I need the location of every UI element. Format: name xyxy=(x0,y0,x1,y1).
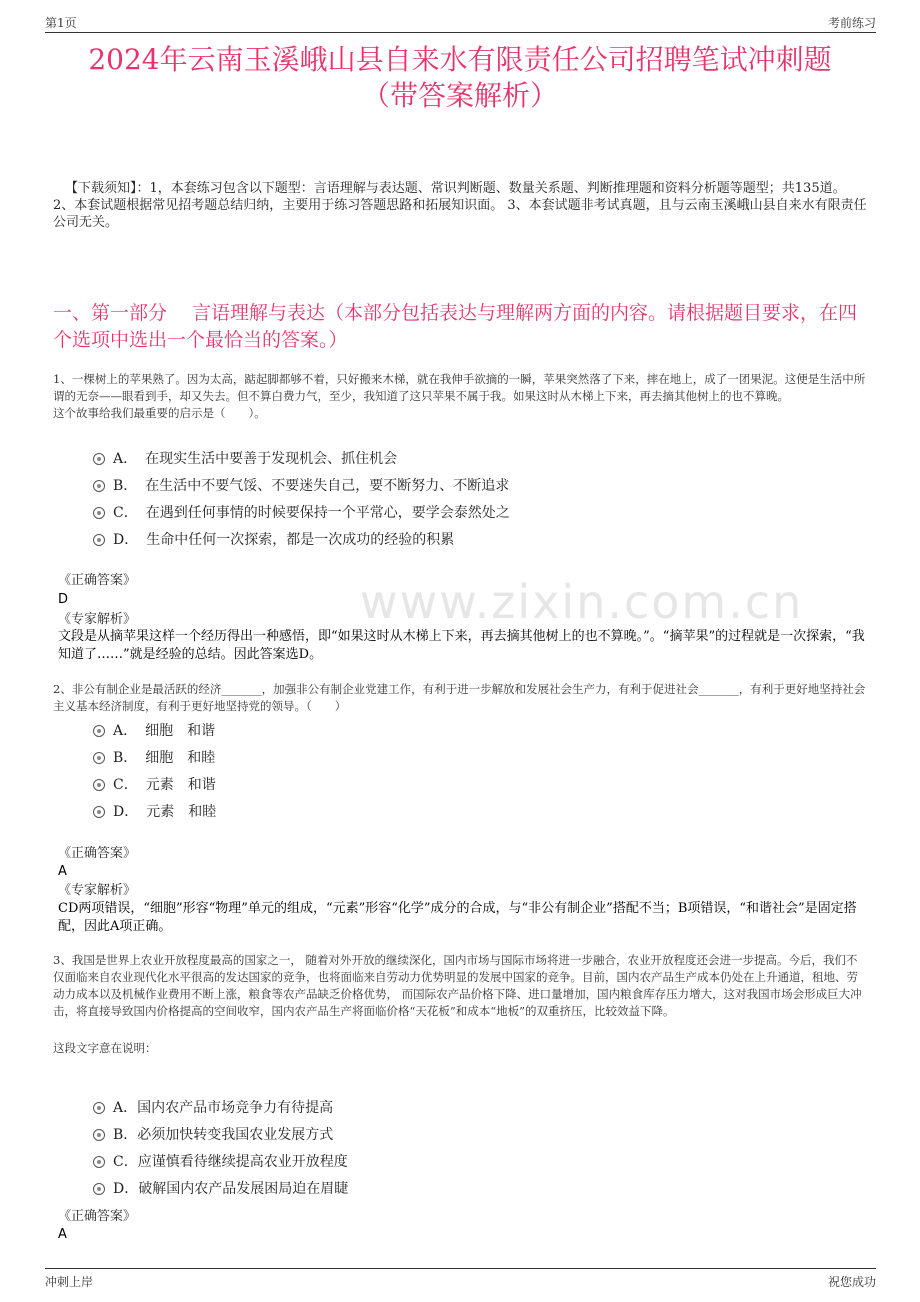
question-3 xyxy=(53,952,868,1242)
question-2 xyxy=(53,681,868,934)
page-footer xyxy=(45,1268,876,1293)
footer-right-text: 祝您成功 xyxy=(827,1275,876,1289)
option-c[interactable]: C． 在遇到任何事情的时候要保持一个平常心，要学会泰然处之 xyxy=(93,503,510,523)
option-b[interactable]: B．必须加快转变我国农业发展方式 xyxy=(93,1125,333,1145)
question-text: 3、我国是世界上农业开放程度最高的国家之一， 随着对外开放的继续深化，国内市场与国际市场将进一步融合，农业开放程度还会进一步提高。今后，我们不仅面临来自农业现代化水平很高的发达国家的竞争，也将面临来自劳动力优势明显的发展中国家的竞争。目前，国内农产品生产成本仍处在上升通道，租地、劳动力成本以及机械作业费用不断上涨，粮食等农产品缺乏价格优势， 而国际农产品价格下降、进口量增加，国内粮食库存压力增大，这对我国市场会形成巨大冲击，将直接导致国内价格提高的空间收窄，国内农产品生产将面临价格“天花板”和成本“地板”的双重挤压，比较效益下降。 xyxy=(53,953,862,1018)
question-prompt: 这段文字意在说明： xyxy=(53,1041,157,1055)
option-a[interactable]: A． 细胞 和谐 xyxy=(93,721,215,741)
option-d[interactable]: D．破解国内农产品发展困局迫在眉睫 xyxy=(93,1179,348,1199)
option-c[interactable]: C．应谨慎看待继续提高农业开放程度 xyxy=(93,1152,348,1172)
page-number: 第1页 xyxy=(45,16,77,30)
radio-icon[interactable] xyxy=(93,1183,105,1195)
option-d[interactable]: D． 元素 和睦 xyxy=(93,802,216,822)
page-header xyxy=(45,12,876,33)
analysis-text: 文段是从摘苹果这样一个经历得出一种感悟，即“如果这时从木梯上下来，再去摘其他树上的也不算晚。”。“摘苹果”的过程就是一次探索，“我知道了……”就是经验的总结。因此答案选D。 xyxy=(58,629,865,662)
radio-icon[interactable] xyxy=(93,507,105,519)
question-text: 1、一棵树上的苹果熟了。因为太高，踮起脚都够不着，只好搬来木梯，就在我伸手欲摘的一瞬，苹果突然落了下来，摔在地上，成了一团果泥。这便是生活中所谓的无奈——眼看到手，却又失去。但不算白费力气，至少，我知道了这只苹果不属于我。如果这时从木梯上下来，再去摘其他树上的也不算晚。 xyxy=(53,372,866,403)
page-title xyxy=(40,42,880,114)
answer-value: A xyxy=(58,1227,67,1242)
footer-left-text: 冲刺上岸 xyxy=(45,1275,94,1289)
radio-icon[interactable] xyxy=(93,752,105,764)
answer-label: 《正确答案》 xyxy=(58,573,137,588)
header-tag: 考前练习 xyxy=(827,16,876,30)
watermark: www.zixin.com.cn xyxy=(360,575,804,629)
analysis-text: CD两项错误，“细胞”形容“物理”单元的组成，“元素”形容“化学”成分的合成，与“非公有制企业”搭配不当；B项错误，“和谐社会”是固定搭配，因此A项正确。 xyxy=(58,901,857,934)
analysis-label: 《专家解析》 xyxy=(58,883,137,898)
download-notice: 【下载须知】：1，本套练习包含以下题型：言语理解与表达题、常识判断题、数量关系题、判断推理题和资料分析题等题型；共135道。 2、本套试题根据常见招考题总结归纳，主要用于练习答题思路和拓展知识面。 3、本套试题非考试真题，且与云南玉溪峨山县自来水有限责任公司无关。 xyxy=(53,181,867,230)
title-line-1: 2024年云南玉溪峨山县自来水有限责任公司招聘笔试冲刺题 xyxy=(88,43,832,76)
option-d[interactable]: D． 生命中任何一次探索，都是一次成功的经验的积累 xyxy=(93,530,454,550)
section-title: 一、第一部分 言语理解与表达（本部分包括表达与理解两方面的内容。请根据题目要求，在四个选项中选出一个最恰当的答案。） xyxy=(53,302,858,351)
radio-icon[interactable] xyxy=(93,1129,105,1141)
radio-icon[interactable] xyxy=(93,480,105,492)
option-a[interactable]: A．国内农产品市场竞争力有待提高 xyxy=(93,1098,333,1118)
radio-icon[interactable] xyxy=(93,534,105,546)
radio-icon[interactable] xyxy=(93,1156,105,1168)
answer-value: A xyxy=(58,864,67,879)
option-b[interactable]: B． 细胞 和睦 xyxy=(93,748,215,768)
option-c[interactable]: C． 元素 和谐 xyxy=(93,775,216,795)
radio-icon[interactable] xyxy=(93,1102,105,1114)
analysis-label: 《专家解析》 xyxy=(58,612,137,627)
answer-label: 《正确答案》 xyxy=(58,846,137,861)
radio-icon[interactable] xyxy=(93,725,105,737)
radio-icon[interactable] xyxy=(93,779,105,791)
title-line-2: （带答案解析） xyxy=(361,79,558,112)
radio-icon[interactable] xyxy=(93,453,105,465)
option-a[interactable]: A． 在现实生活中要善于发现机会、抓住机会 xyxy=(93,449,397,469)
question-text: 2、非公有制企业是最活跃的经济_______，加强非公有制企业党建工作，有利于进一步解放和发展社会生产力，有利于促进社会_______，有利于更好地坚持社会主义基本经济制度，有利于更好地坚持党的领导。（ ） xyxy=(53,682,866,713)
question-prompt: 这个故事给我们最重要的启示是（ ）。 xyxy=(53,406,266,420)
answer-value: D xyxy=(58,592,69,607)
radio-icon[interactable] xyxy=(93,806,105,818)
answer-label: 《正确答案》 xyxy=(58,1209,137,1224)
option-b[interactable]: B． 在生活中不要气馁、不要迷失自己，要不断努力、不断追求 xyxy=(93,476,509,496)
